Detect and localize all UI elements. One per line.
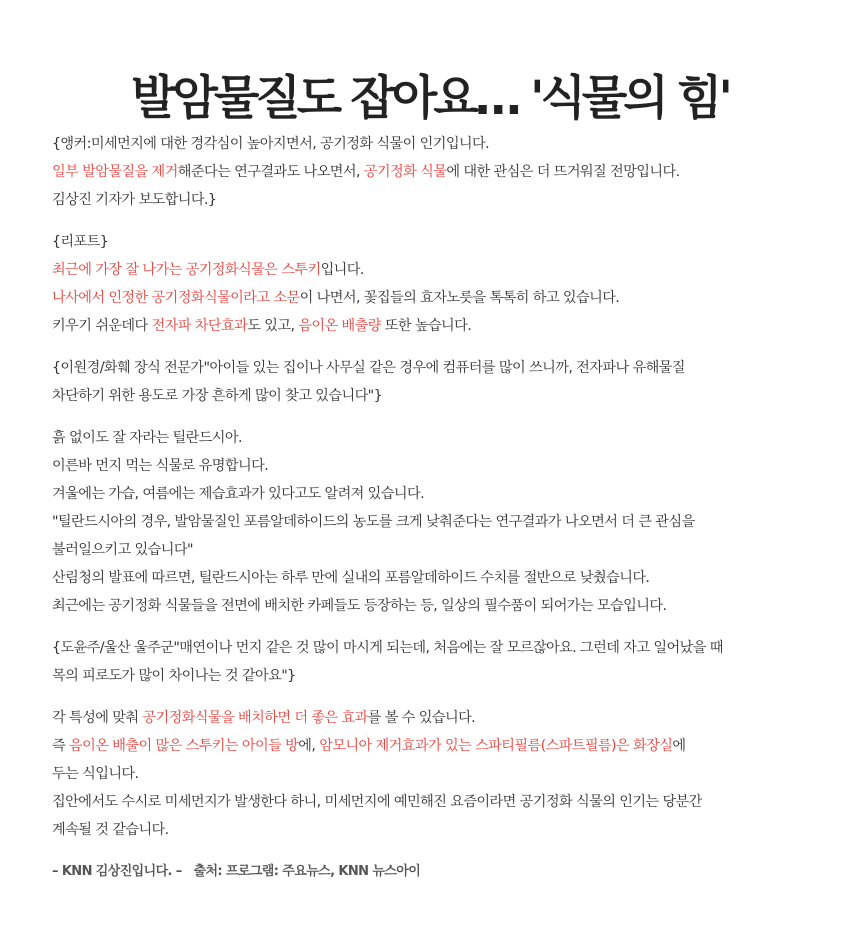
source-label: 출처: [193,864,226,879]
text-line [52,704,832,732]
body-text: 목의 피로도가 많이 차이나는 것 같아요"} [52,668,296,684]
body-text: 각 특성에 맞춰 [52,710,143,726]
text-line [52,816,832,844]
highlight-text: 공기정화식물을 배치하면 더 좋은 효과 [142,710,368,726]
body-text: 또한 높습니다. [380,318,472,334]
body-text: 최근에는 공기정화 식물들을 전면에 배치한 카페들도 등장하는 등, 일상의 필수품이 되어가는 모습입니다. [52,598,667,614]
text-line [52,536,832,564]
paragraph [52,228,832,340]
body-text: 김상진 기자가 보도합니다.} [52,192,217,208]
body-text: {앵커:미세먼지에 대한 경각심이 높아지면서, 공기정화 식물이 인기입니다. [52,136,490,152]
body-text: {도윤주/울산 울주군"매연이나 먼지 같은 것 많이 마시게 되는데, 처음에는 잘 모르잖아요. 그런데 자고 일어났을 때 [52,640,723,656]
body-text: 차단하기 위한 용도로 가장 흔하게 많이 찾고 있습니다"} [52,388,383,404]
text-line [52,662,832,690]
body-text: 이 나면서, 꽃집들의 효자노릇을 톡톡히 하고 있습니다. [299,290,620,306]
text-line [52,284,832,312]
body-text: 산림청의 발표에 따르면, 틸란드시아는 하루 만에 실내의 포름알데하이드 수치를 절반으로 낮췄습니다. [52,570,650,586]
text-line [52,592,832,620]
body-text: 입니다. [320,262,364,278]
highlight-text: 최근에 가장 잘 나가는 공기정화식물은 스투키 [52,262,321,278]
body-text: 에 대한 관심은 더 뜨거워질 전망입니다. [446,164,680,180]
text-line [52,424,832,452]
text-line [52,480,832,508]
body-text: "틸란드시아의 경우, 발암물질인 포름알데하이드의 농도를 크게 낮춰준다는 연구결과가 나오면서 더 큰 관심을 [52,514,695,530]
text-line [52,312,832,340]
text-line [52,382,832,410]
text-line [52,732,832,760]
body-text: 이른바 먼지 먹는 식물로 유명합니다. [52,458,269,474]
body-text: {리포트} [52,234,109,250]
highlight-text: 공기정화 식물 [363,164,447,180]
body-text: 를 볼 수 있습니다. [367,710,476,726]
body-text: 겨울에는 가습, 여름에는 제습효과가 있다고도 알려져 있습니다. [52,486,425,502]
paragraph [52,354,832,410]
highlight-text: 일부 발암물질을 제거 [52,164,178,180]
paragraph [52,424,832,620]
highlight-text: 나사에서 인정한 공기정화식물이라고 소문 [52,290,300,306]
text-line [52,760,832,788]
text-line [52,564,832,592]
body-text: 키우기 쉬운데다 [52,318,152,334]
text-line [52,508,832,536]
article-body [52,130,832,858]
text-line [52,452,832,480]
highlight-text: 음이온 배출이 많은 스투키는 아이들 방 [69,738,299,754]
footer-credit [52,859,420,885]
body-text: 에 [672,738,686,754]
body-text: {이원경/화훼 장식 전문가"아이들 있는 집이나 사무실 같은 경우에 컴퓨터를 많이 쓰니까, 전자파나 유해물질 [52,360,685,376]
text-line [52,634,832,662]
text-line [52,158,832,186]
body-text: 에, [298,738,320,754]
body-text: 계속될 것 같습니다. [52,822,169,838]
highlight-text: 전자파 차단효과 [151,318,248,334]
body-text: 즉 [52,738,70,754]
text-line [52,788,832,816]
headline: 발암물질도 잡아요… '식물의 힘' [131,71,729,127]
body-text: 해준다는 연구결과도 나오면서, [177,164,364,180]
paragraph [52,634,832,690]
source-value: 프로그램: 주요뉴스, KNN 뉴스아이 [225,864,421,879]
paragraph [52,130,832,214]
text-line [52,186,832,214]
text-line [52,228,832,256]
highlight-text: 음이온 배출량 [298,318,381,334]
byline: – KNN 김상진입니다. – [52,864,182,879]
highlight-text: 암모니아 제거효과가 있는 스파티필름(스파트필름)은 화장실 [319,738,673,754]
body-text: 불러일으키고 있습니다" [52,542,193,558]
body-text: 흙 없이도 잘 자라는 틸란드시아. [52,430,242,446]
paragraph [52,704,832,844]
body-text: 두는 식입니다. [52,766,139,782]
text-line [52,354,832,382]
body-text: 도 있고, [247,318,299,334]
text-line [52,256,832,284]
text-line [52,130,832,158]
body-text: 집안에서도 수시로 미세먼지가 발생한다 하니, 미세먼지에 예민해진 요즘이라면 공기정화 식물의 인기는 당분간 [52,794,702,810]
